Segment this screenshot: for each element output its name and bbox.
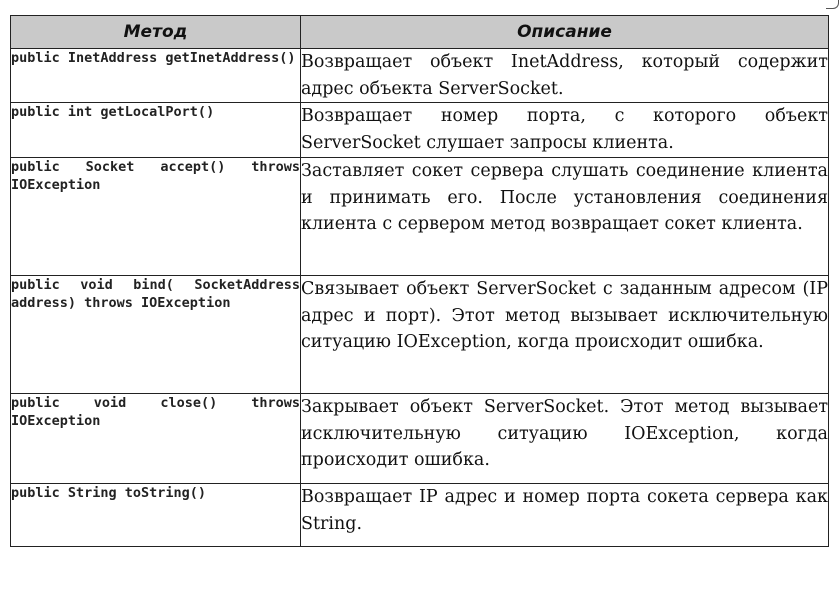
method-description: Заставляет сокет сервера слушать соединение клиента и принимать его. После установления соединения клиента с сервером метод возвращает сокет клиента. — [301, 158, 829, 276]
table-row — [11, 158, 829, 276]
page-corner-mark — [826, 0, 839, 9]
method-description: Возвращает IP адрес и номер порта сокета сервера как String. — [301, 484, 829, 547]
table-row — [11, 484, 829, 547]
table-row — [11, 49, 829, 103]
table-row — [11, 276, 829, 394]
method-signature: public void close() throws IOException — [11, 394, 301, 484]
method-signature: public String toString() — [11, 484, 301, 547]
table-row — [11, 394, 829, 484]
header-description: Описание — [301, 16, 829, 49]
method-description: Закрывает объект ServerSocket. Этот метод вызывает исключительную ситуацию IOException, когда происходит ошибка. — [301, 394, 829, 484]
header-method: Метод — [11, 16, 301, 49]
method-signature: public int getLocalPort() — [11, 103, 301, 158]
method-signature: public void bind( SocketAddress address) throws IOException — [11, 276, 301, 394]
server-socket-methods-table — [10, 15, 829, 547]
method-description: Возвращает объект InetAddress, который содержит адрес объекта ServerSocket. — [301, 49, 829, 103]
method-description: Связывает объект ServerSocket с заданным адресом (IP адрес и порт). Этот метод вызывает исключительную ситуацию IOException, когда происходит ошибка. — [301, 276, 829, 394]
table-row — [11, 103, 829, 158]
table-header-row — [11, 16, 829, 49]
method-signature: public Socket accept() throws IOException — [11, 158, 301, 276]
method-signature: public InetAddress getInetAddress() — [11, 49, 301, 103]
method-description: Возвращает номер порта, с которого объект ServerSocket слушает запросы клиента. — [301, 103, 829, 158]
